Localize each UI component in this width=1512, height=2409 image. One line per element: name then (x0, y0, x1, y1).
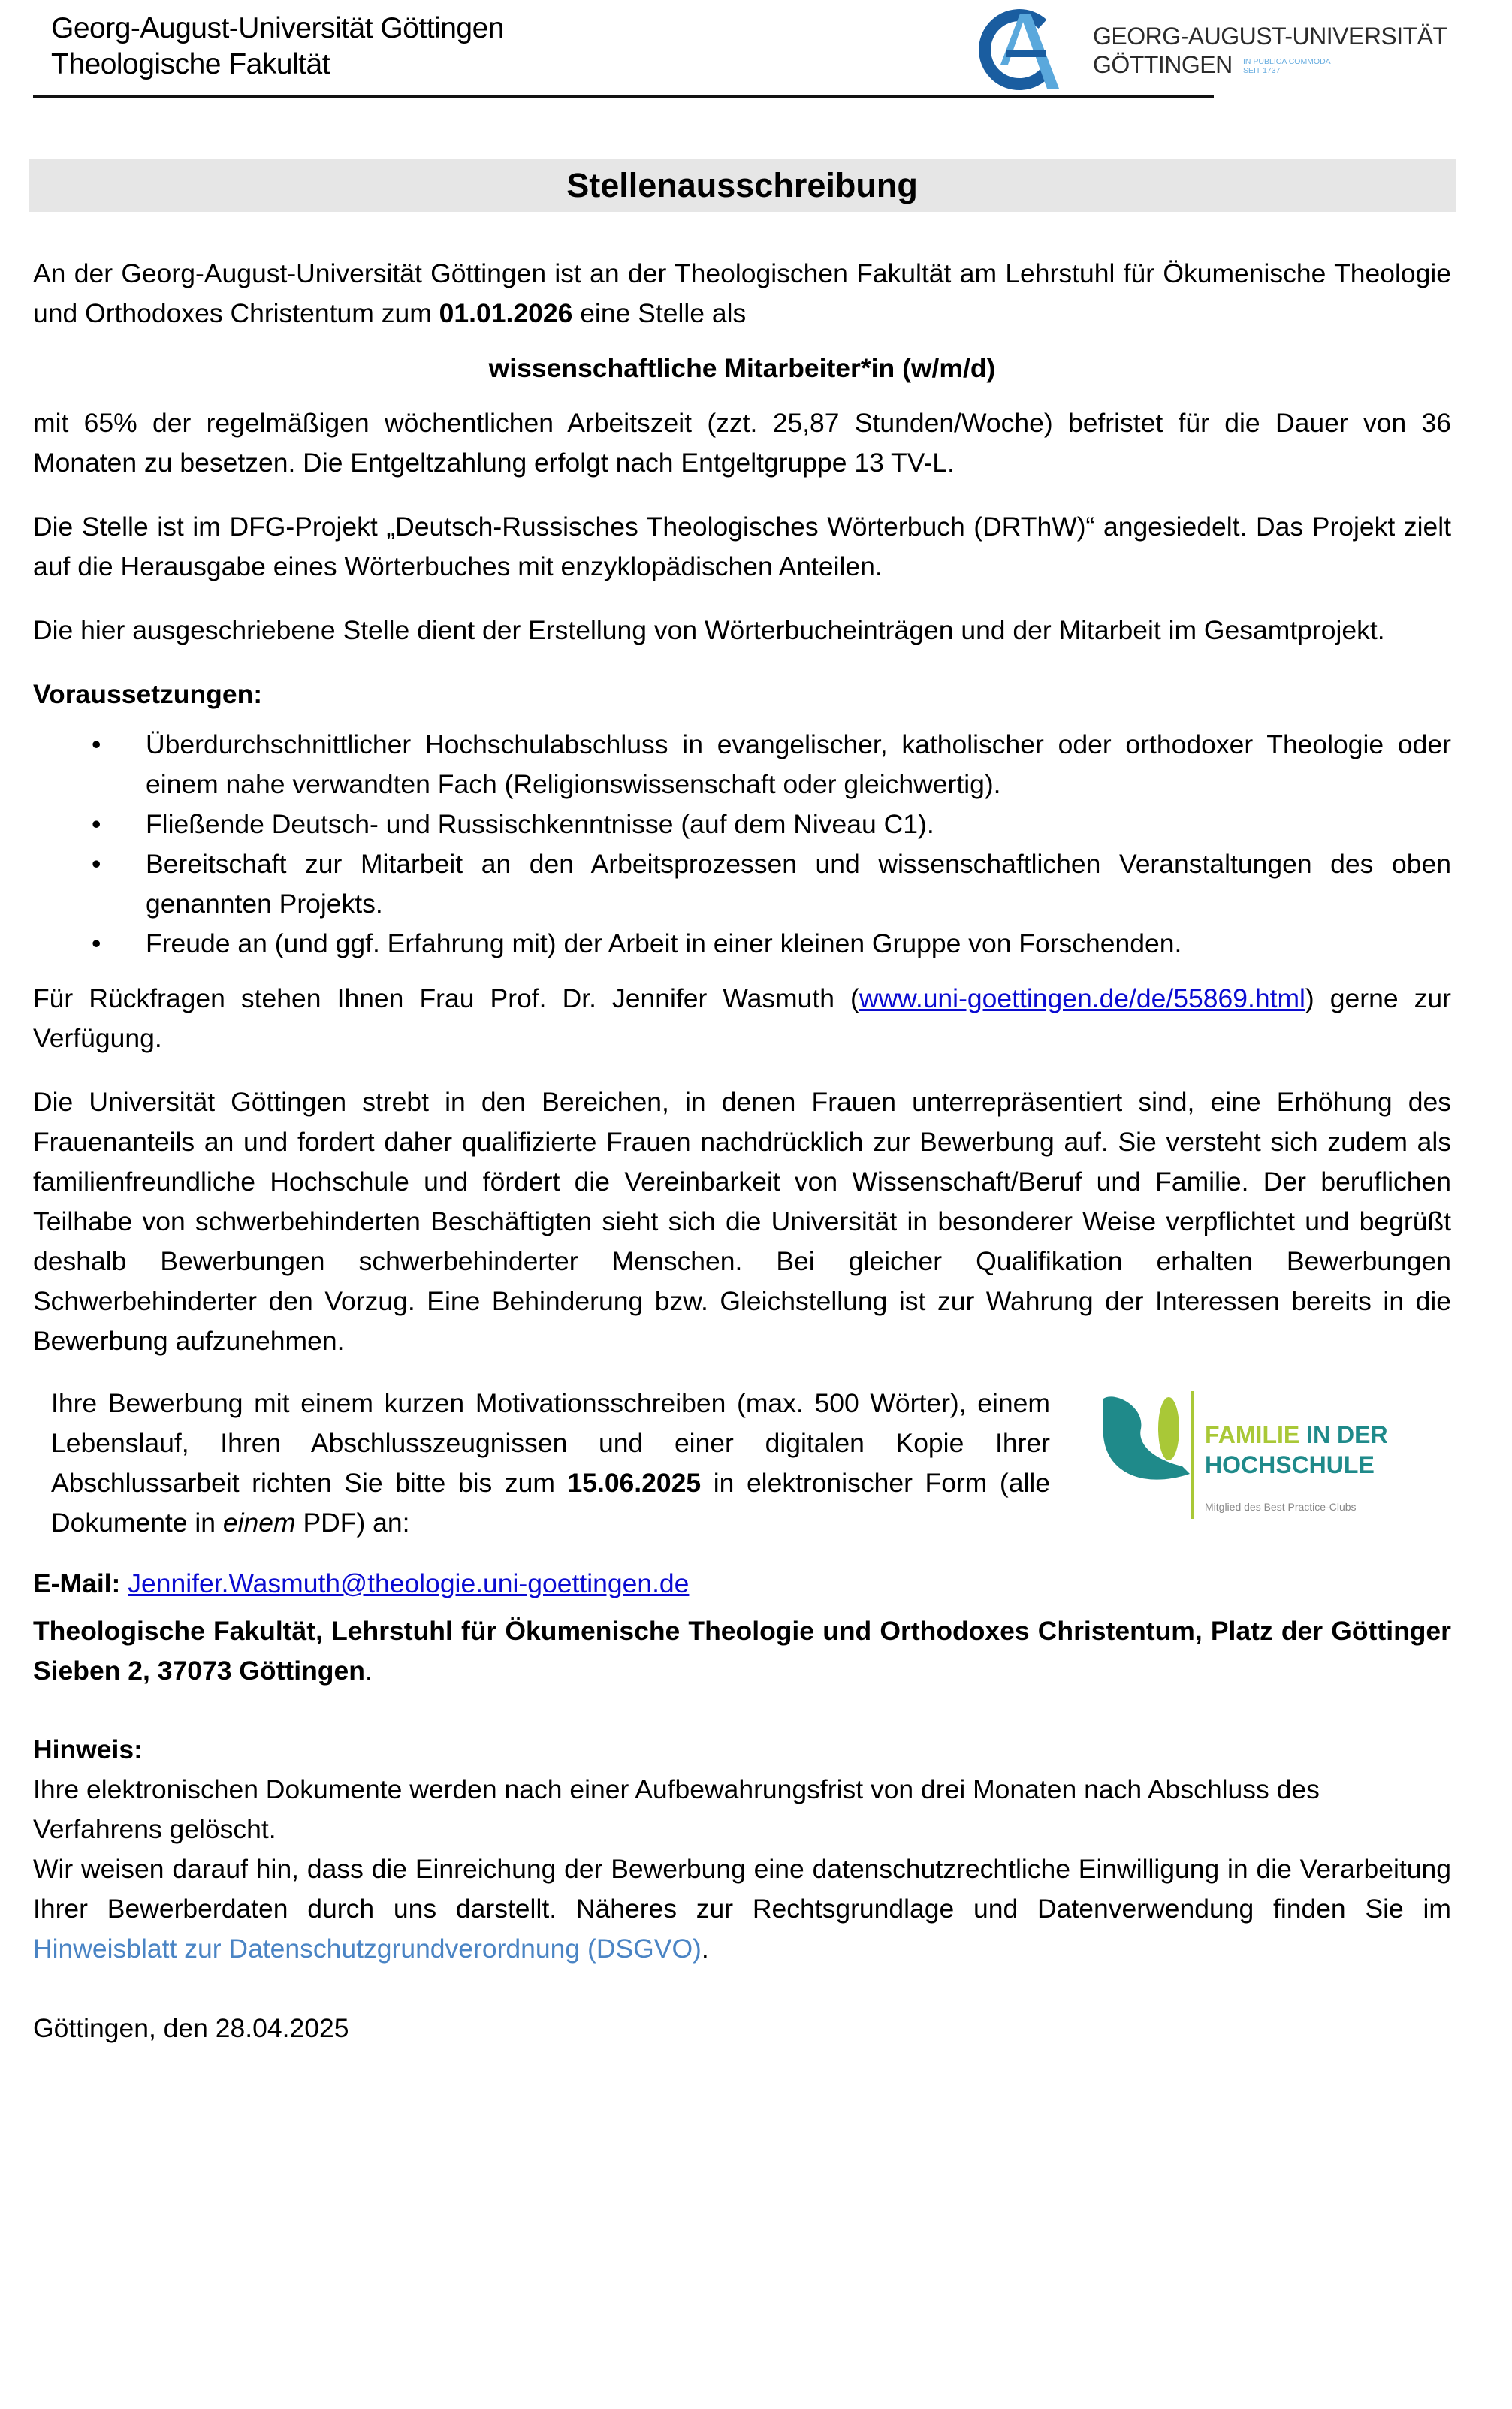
requirement-text: Überdurchschnittlicher Hochschulabschluss in evangelischer, katholischer oder orthodoxer Theologie oder einem nahe verwandten Fach (Religionswissenschaft oder gleichwertig). (146, 729, 1451, 799)
letterhead (51, 11, 504, 83)
logo-tagline: Mitglied des Best Practice-Clubs (1205, 1501, 1357, 1513)
document-title: Stellenausschreibung (566, 166, 918, 204)
project-paragraph: Die Stelle ist im DFG-Projekt „Deutsch-Russisches Theologisches Wörterbuch (DRThW)“ angesiedelt. Das Projekt zielt auf die Herausgabe eines Wörterbuches mit enzyklopädischen Anteilen. (33, 512, 1451, 581)
application-emphasis: einem (222, 1508, 296, 1538)
application-block (33, 1384, 1451, 1564)
email-link[interactable]: Jennifer.Wasmuth@theologie.uni-goettingen.de (128, 1568, 690, 1598)
place-date: Göttingen, den 28.04.2025 (33, 2013, 349, 2043)
title-banner (29, 159, 1456, 212)
contact-profile-link[interactable]: www.uni-goettingen.de/de/55869.html (859, 983, 1305, 1013)
contact-text: Für Rückfragen stehen Ihnen Frau Prof. Dr. Jennifer Wasmuth ( (33, 983, 859, 1013)
logo-title-line-2: HOCHSCHULE (1205, 1451, 1375, 1478)
list-item (33, 924, 1451, 964)
address-text: Theologische Fakultät, Lehrstuhl für Ökumenische Theologie und Orthodoxes Christentum, Platz der Göttinger Sieben 2, 37073 Göttingen (33, 1616, 1451, 1686)
requirements-list (33, 725, 1451, 964)
family-university-logo (1100, 1391, 1400, 1526)
requirements-heading (33, 675, 1451, 714)
privacy-text-end: . (701, 1934, 709, 1964)
ga-logo-icon (976, 8, 1059, 92)
postal-address (33, 1611, 1451, 1691)
bullet-icon: • (92, 729, 101, 759)
privacy-sheet-link[interactable]: Hinweisblatt zur Datenschutzgrundverordnung (DSGVO) (33, 1934, 702, 1964)
logo-word-in-der: IN DER (1299, 1421, 1388, 1448)
bullet-icon: • (92, 849, 101, 879)
intro-text-end: eine Stelle als (572, 298, 747, 328)
notice-heading (33, 1730, 1451, 1770)
equality-paragraph: Die Universität Göttingen strebt in den Bereichen, in denen Frauen unterrepräsentiert sind, eine Erhöhung des Frauenanteils an und fordert daher qualifizierte Frauen nachdrücklich zur Bewerbung auf. Sie versteht sich zudem als familienfreundliche Hochschule und fördert die Vereinbarkeit von Wissenschaft/Beruf und Familie. Der beruflichen Teilhabe von schwerbehinderten Beschäftigten sieht sich die Universität in besonderer Weise verpflichtet und begrüßt deshalb Bewerbungen schwerbehinderter Menschen. Bei gleicher Qualifikation erhalten Bewerbungen Schwerbehinderter den Vorzug. Eine Behinderung bzw. Gleichstellung ist zur Wahrung der Interessen bereits in die Bewerbung aufzunehmen. (33, 1087, 1451, 1356)
application-text: Ihre Bewerbung mit einem kurzen Motivationsschreiben (max. 500 Wörter), einem Lebenslauf, Ihren Abschlusszeugnissen und einer digitalen Kopie Ihrer Abschlussarbeit richten Sie bitte bis zum (51, 1388, 1050, 1498)
header-divider (33, 95, 1214, 98)
motto-line-2: SEIT 1737 (1243, 66, 1281, 75)
email-row (33, 1564, 1451, 1604)
intro-paragraph (33, 254, 1451, 334)
logo-line-2: GÖTTINGEN (1093, 51, 1233, 78)
faculty-name: Theologische Fakultät (51, 48, 330, 80)
list-item (33, 844, 1451, 924)
application-deadline: 15.06.2025 (567, 1468, 702, 1498)
application-text-mid: in elektronischer Form (alle Dokumente in (51, 1468, 1050, 1538)
application-paragraph (51, 1384, 1050, 1543)
logo-line-1: GEORG-AUGUST-UNIVERSITÄT (1093, 23, 1447, 50)
family-logo-icon (1100, 1391, 1212, 1511)
logo-motto (1243, 57, 1331, 75)
motto-line-1: IN PUBLICA COMMODA (1243, 57, 1331, 66)
list-item (33, 805, 1451, 844)
bullet-icon: • (92, 928, 101, 958)
contact-paragraph (33, 979, 1451, 1058)
address-end: . (364, 1656, 373, 1686)
document-body (33, 254, 1451, 2048)
requirement-text: Fließende Deutsch- und Russischkenntnisse (auf dem Niveau C1). (146, 809, 934, 839)
intro-text: An der Georg-August-Universität Göttingen ist an der Theologischen Fakultät am Lehrstuhl für Ökumenische Theologie und Orthodoxes Christentum zum (33, 258, 1451, 328)
requirement-text: Freude an (und ggf. Erfahrung mit) der Arbeit in einer kleinen Gruppe von Forschenden. (146, 928, 1182, 958)
list-item (33, 725, 1451, 805)
contact-text-end: ) gerne zur Verfügung. (33, 983, 1451, 1053)
email-label: E-Mail: (33, 1568, 121, 1598)
logo-divider (1191, 1391, 1194, 1519)
university-name: Georg-August-Universität Göttingen (51, 12, 504, 44)
start-date: 01.01.2026 (439, 298, 573, 328)
notice-heading-text: Hinweis: (33, 1734, 143, 1764)
university-logo (976, 8, 1447, 92)
duties-paragraph: Die hier ausgeschriebene Stelle dient der Erstellung von Wörterbucheinträgen und der Mitarbeit im Gesamtprojekt. (33, 615, 1385, 645)
application-text-end: PDF) an: (295, 1508, 410, 1538)
position-title: wissenschaftliche Mitarbeiter*in (w/m/d) (488, 353, 996, 383)
requirement-text: Bereitschaft zur Mitarbeit an den Arbeitsprozessen und wissenschaftlichen Veranstaltungen des oben genannten Projekts. (146, 849, 1451, 919)
requirements-heading-text: Voraussetzungen: (33, 679, 263, 709)
notice-privacy (33, 1849, 1451, 1969)
notice-retention: Ihre elektronischen Dokumente werden nach einer Aufbewahrungsfrist von drei Monaten nach Abschluss des Verfahrens gelöscht. (33, 1774, 1320, 1844)
terms-paragraph: mit 65% der regelmäßigen wöchentlichen Arbeitszeit (zzt. 25,87 Stunden/Woche) befristet für die Dauer von 36 Monaten zu besetzen. Die Entgeltzahlung erfolgt nach Entgeltgruppe 13 TV-L. (33, 408, 1451, 478)
bullet-icon: • (92, 809, 101, 839)
logo-word-familie: FAMILIE (1205, 1421, 1300, 1448)
privacy-text: Wir weisen darauf hin, dass die Einreichung der Bewerbung eine datenschutzrechtliche Einwilligung in die Verarbeitung Ihrer Bewerberdaten durch uns darstellt. Näheres zur Rechtsgrundlage und Datenverwendung finden Sie im (33, 1854, 1451, 1924)
